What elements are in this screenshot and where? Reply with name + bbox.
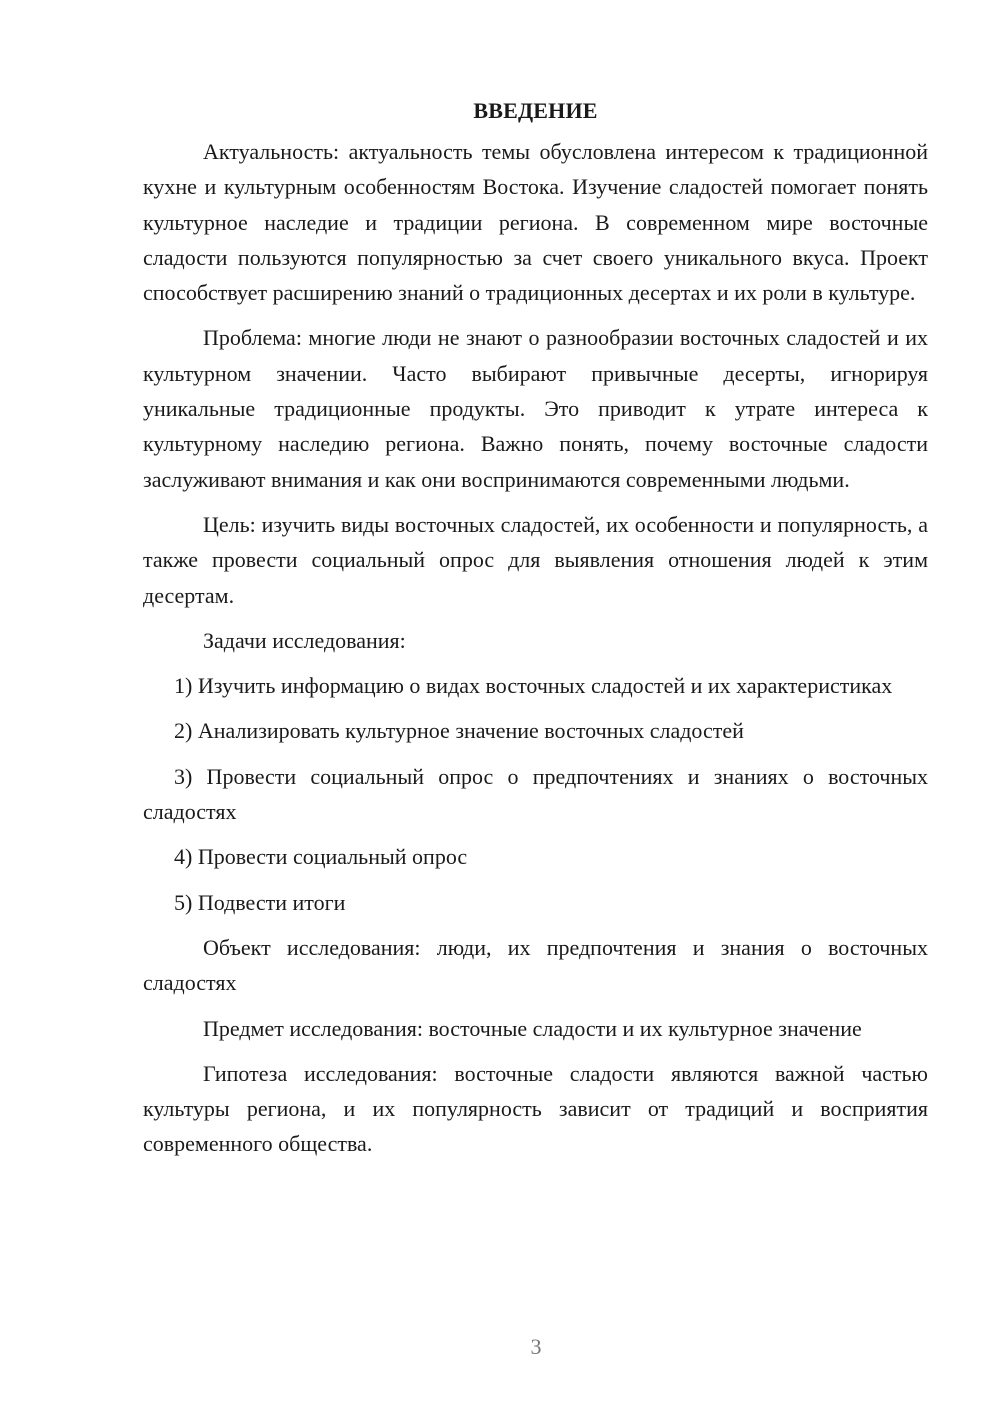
page-content	[143, 93, 928, 1172]
relevance-paragraph: Актуальность: актуальность темы обусловлена интересом к традиционной кухне и культурным особенностям Востока. Изучение сладостей помогает понять культурное наследие и традиции региона. В современном мире восточные сладости пользуются популярностью за счет своего уникального вкуса. Проект способствует расширению знаний о традиционных десертах и их роли в культуре.	[143, 139, 928, 306]
page-number: 3	[530, 1334, 542, 1359]
task-item-5: 5) Подвести итоги	[174, 889, 346, 915]
task-item-3: 3) Провести социальный опрос о предпочтениях и знаниях о восточных сладостях	[143, 763, 928, 825]
tasks-heading: Задачи исследования:	[203, 627, 406, 653]
task-item-4: 4) Провести социальный опрос	[174, 844, 468, 870]
problem-paragraph: Проблема: многие люди не знают о разнообразии восточных сладостей и их культурном значении. Часто выбирают привычные десерты, игнорируя уникальные традиционные продукты. Это приводит к утрате интереса к культурному наследию региона. Важно понять, почему восточные сладости заслуживают внимания и как они воспринимаются современными людьми.	[143, 325, 928, 492]
page-title: ВВЕДЕНИЕ	[473, 98, 598, 123]
task-item-1: 1) Изучить информацию о видах восточных сладостей и их характеристиках	[174, 673, 893, 699]
object-paragraph: Объект исследования: люди, их предпочтения и знания о восточных сладостях	[143, 934, 928, 996]
hypothesis-paragraph: Гипотеза исследования: восточные сладости являются важной частью культуры региона, и их популярность зависит от традиций и восприятия современного общества.	[143, 1060, 928, 1157]
task-item-2: 2) Анализировать культурное значение восточных сладостей	[174, 718, 744, 744]
subject-paragraph: Предмет исследования: восточные сладости и их культурное значение	[203, 1015, 862, 1041]
goal-paragraph: Цель: изучить виды восточных сладостей, их особенности и популярность, а также провести социальный опрос для выявления отношения людей к этим десертам.	[143, 511, 928, 608]
